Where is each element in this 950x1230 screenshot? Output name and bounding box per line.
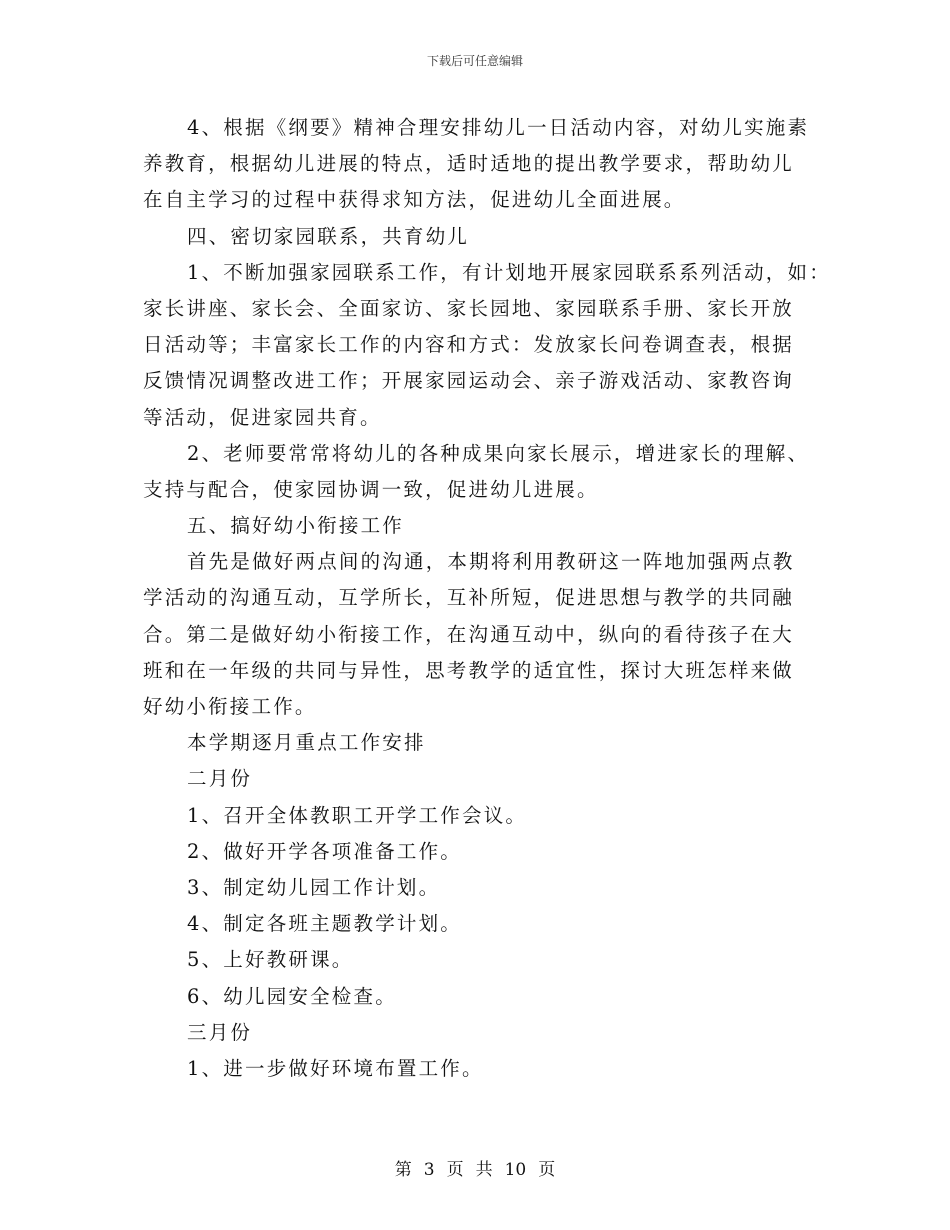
document-body [143,110,833,1087]
paragraph-line: 日活动等；丰富家长工作的内容和方式：发放家长问卷调查表，根据 [143,333,795,357]
page-number: 3 [423,1160,435,1180]
list-item: 5、上好教研课。 [187,948,354,972]
paragraph-line: 养教育，根据幼儿进展的特点，适时适地的提出教学要求，帮助幼儿 [143,152,795,176]
page-header: 下载后可任意编辑 [426,54,523,68]
paragraph-line: 家长讲座、家长会、全面家访、家长园地、家园联系手册、家长开放 [143,296,795,320]
total-unit: 页 [538,1160,556,1180]
section-heading: 本学期逐月重点工作安排 [187,731,426,755]
page-unit: 页 [446,1160,464,1180]
section-heading: 四、密切家园联系，共育幼儿 [187,224,470,248]
page-footer [0,1155,950,1180]
list-item: 3、制定幼儿园工作计划。 [187,875,441,899]
paragraph-line: 合。第二是做好幼小衔接工作，在沟通互动中，纵向的看待孩子在大 [143,622,795,646]
month-heading: 三月份 [187,1020,253,1044]
total-label: 共 [475,1160,493,1180]
paragraph-line: 在自主学习的过程中获得求知方法，促进幼儿全面进展。 [143,188,686,212]
paragraph-line: 等活动，促进家园共育。 [143,405,382,429]
paragraph-line: 首先是做好两点间的沟通，本期将利用教研这一阵地加强两点教 [187,550,795,574]
paragraph-line: 学活动的沟通互动，互学所长，互补所短，促进思想与教学的共同融 [143,586,795,610]
list-item: 6、幼儿园安全检查。 [187,984,397,1008]
list-item: 1、召开全体教职工开学工作会议。 [187,803,528,827]
paragraph-line: 2、老师要常常将幼儿的各种成果向家长展示，增进家长的理解、 [187,441,810,465]
paragraph-line: 班和在一年级的共同与异性，思考教学的适宜性，探讨大班怎样来做 [143,658,795,682]
paragraph-line: 支持与配合，使家园协调一致，促进幼儿进展。 [143,477,599,501]
list-item: 1、进一步做好环境布置工作。 [187,1056,484,1080]
list-item: 4、制定各班主题教学计划。 [187,912,463,936]
paragraph-line: 好幼小衔接工作。 [143,695,317,718]
month-heading: 二月份 [187,767,253,791]
page-label: 第 [394,1160,412,1180]
paragraph-line: 1、不断加强家园联系工作，有计划地开展家园联系系列活动，如： [187,260,831,284]
total-pages: 10 [504,1160,527,1180]
paragraph-line: 4、根据《纲要》精神合理安排幼儿一日活动内容，对幼儿实施素 [187,116,810,139]
paragraph-line: 反馈情况调整改进工作；开展家园运动会、亲子游戏活动、家教咨询 [143,369,795,393]
list-item: 2、做好开学各项准备工作。 [187,839,463,863]
section-heading: 五、搞好幼小衔接工作 [187,514,405,538]
